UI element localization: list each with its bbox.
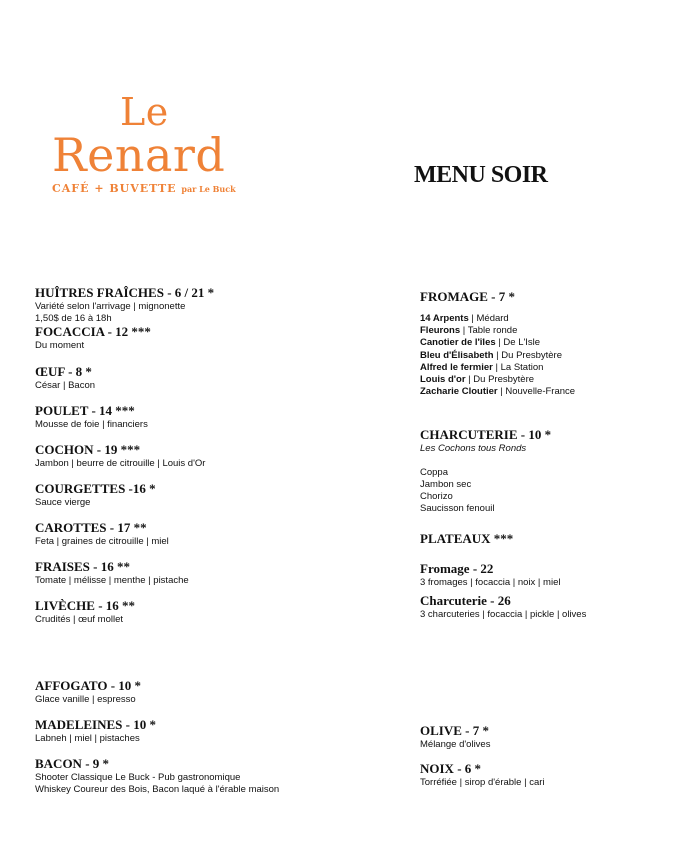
- charcuterie-item: Coppa: [420, 467, 448, 478]
- item-description: 3 charcuteries | focaccia | pickle | olives: [420, 609, 587, 620]
- item-description: Variété selon l'arrivage | mignonette: [35, 301, 186, 312]
- section-title: PLATEAUX ***: [420, 531, 514, 546]
- logo-line-1: Le: [120, 90, 169, 134]
- item-title: Fromage - 22: [420, 561, 494, 576]
- plateaux-section: [420, 531, 586, 621]
- item-description: Mélange d'olives: [420, 739, 491, 750]
- item-description: Tomate | mélisse | menthe | pistache: [35, 575, 189, 586]
- brand-logo: [52, 92, 252, 195]
- menu-item: [35, 678, 279, 717]
- charcuterie-item: Chorizo: [420, 491, 453, 502]
- item-description: Mousse de foie | financiers: [35, 419, 148, 430]
- item-title: COCHON - 19 ***: [35, 442, 141, 457]
- menu-item: [35, 442, 214, 481]
- section-title: FROMAGE - 7 *: [420, 289, 515, 304]
- cheese-maker: De L'Isle: [503, 337, 541, 349]
- logo-tagline-small: par Le Buck: [181, 184, 236, 194]
- cheese-row: Alfred le fermier | La Station: [420, 361, 544, 373]
- cheese-maker: Du Presbytère: [501, 349, 563, 361]
- item-title: OLIVE - 7 *: [420, 723, 489, 738]
- item-description: César | Bacon: [35, 380, 96, 391]
- menu-item: [35, 364, 214, 403]
- charcuterie-item: Saucisson fenouil: [420, 503, 495, 514]
- item-title: CAROTTES - 17 **: [35, 520, 147, 535]
- plateau-item: [420, 561, 586, 593]
- cheese-row: Fleurons | Table ronde: [420, 325, 518, 337]
- cheese-row: Bleu d'Élisabeth | Du Presbytère: [420, 349, 563, 361]
- logo-tagline-main: CAFÉ + BUVETTE: [52, 182, 177, 195]
- item-description: Glace vanille | espresso: [35, 694, 136, 705]
- item-description: Shooter Classique Le Buck - Pub gastronomique: [35, 772, 241, 783]
- cheese-name: 14 Arpents: [420, 313, 469, 324]
- cheese-maker: La Station: [500, 361, 544, 373]
- menu-item: [35, 481, 214, 520]
- menu-item: [420, 761, 545, 789]
- logo-line-2: Renard: [52, 128, 226, 182]
- section-subtitle: Les Cochons tous Ronds: [420, 443, 527, 454]
- item-title: POULET - 14 ***: [35, 403, 135, 418]
- item-description: Sauce vierge: [35, 497, 91, 508]
- item-title: HUÎTRES FRAÎCHES - 6 / 21 *: [35, 285, 215, 300]
- item-title: FRAISES - 16 **: [35, 559, 130, 574]
- item-title: MADELEINES - 10 *: [35, 717, 156, 732]
- menu-item: [420, 723, 545, 761]
- item-title: NOIX - 6 *: [420, 761, 482, 776]
- cheese-row: Zacharie Cloutier | Nouvelle-France: [420, 386, 576, 398]
- menu-item: [35, 756, 279, 796]
- menu-item: [35, 285, 214, 324]
- menu-item: [35, 520, 214, 559]
- item-description: Du moment: [35, 340, 85, 351]
- cheese-name: Louis d'or: [420, 374, 466, 386]
- cheese-row: 14 Arpents | Médard: [420, 313, 509, 324]
- menu-item: [35, 403, 214, 442]
- cheese-name: Zacharie Cloutier: [420, 386, 498, 398]
- cheese-maker: Du Presbytère: [473, 374, 535, 386]
- cheese-row: Louis d'or | Du Presbytère: [420, 374, 535, 386]
- cheese-row: Canotier de l'îles | De L'Isle: [420, 337, 541, 349]
- menu-item: [35, 559, 214, 598]
- cheese-name: Bleu d'Élisabeth: [420, 349, 494, 361]
- plateau-item: [420, 593, 586, 621]
- left-menu-column: [35, 285, 214, 626]
- item-title: BACON - 9 *: [35, 756, 110, 771]
- item-description: Jambon | beurre de citrouille | Louis d'Or: [35, 458, 206, 469]
- item-description: Crudités | œuf mollet: [35, 614, 123, 625]
- cheese-maker: Nouvelle-France: [505, 386, 576, 398]
- menu-item: [35, 598, 214, 626]
- fromage-section: [420, 289, 575, 398]
- item-title: Charcuterie - 26: [420, 593, 511, 608]
- cheese-maker: Médard: [476, 313, 509, 324]
- section-title: CHARCUTERIE - 10 *: [420, 427, 552, 442]
- item-title: AFFOGATO - 10 *: [35, 678, 142, 693]
- left-dessert-column: [35, 678, 279, 796]
- menu-item: [35, 324, 214, 364]
- cheese-name: Canotier de l'îles: [420, 337, 496, 349]
- item-title: FOCACCIA - 12 ***: [35, 324, 151, 339]
- logo-tagline: [52, 182, 252, 195]
- menu-item: [35, 717, 279, 756]
- item-description: Labneh | miel | pistaches: [35, 733, 140, 744]
- menu-title: MENU SOIR: [414, 162, 548, 188]
- right-extras-column: [420, 723, 545, 789]
- item-title: COURGETTES -16 *: [35, 481, 156, 496]
- item-description: 3 fromages | focaccia | noix | miel: [420, 577, 561, 588]
- charcuterie-item: Jambon sec: [420, 479, 472, 490]
- item-title: LIVÈCHE - 16 **: [35, 598, 136, 613]
- item-description: Torréfiée | sirop d'érable | cari: [420, 777, 545, 788]
- item-description: Whiskey Coureur des Bois, Bacon laqué à l'érable maison: [35, 784, 280, 795]
- charcuterie-section: [420, 427, 551, 515]
- item-description: Feta | graines de citrouille | miel: [35, 536, 169, 547]
- cheese-name: Alfred le fermier: [420, 361, 493, 373]
- cheese-maker: Table ronde: [467, 325, 518, 337]
- cheese-name: Fleurons: [420, 325, 461, 337]
- item-description: 1,50$ de 16 à 18h: [35, 313, 112, 324]
- item-title: ŒUF - 8 *: [35, 364, 92, 379]
